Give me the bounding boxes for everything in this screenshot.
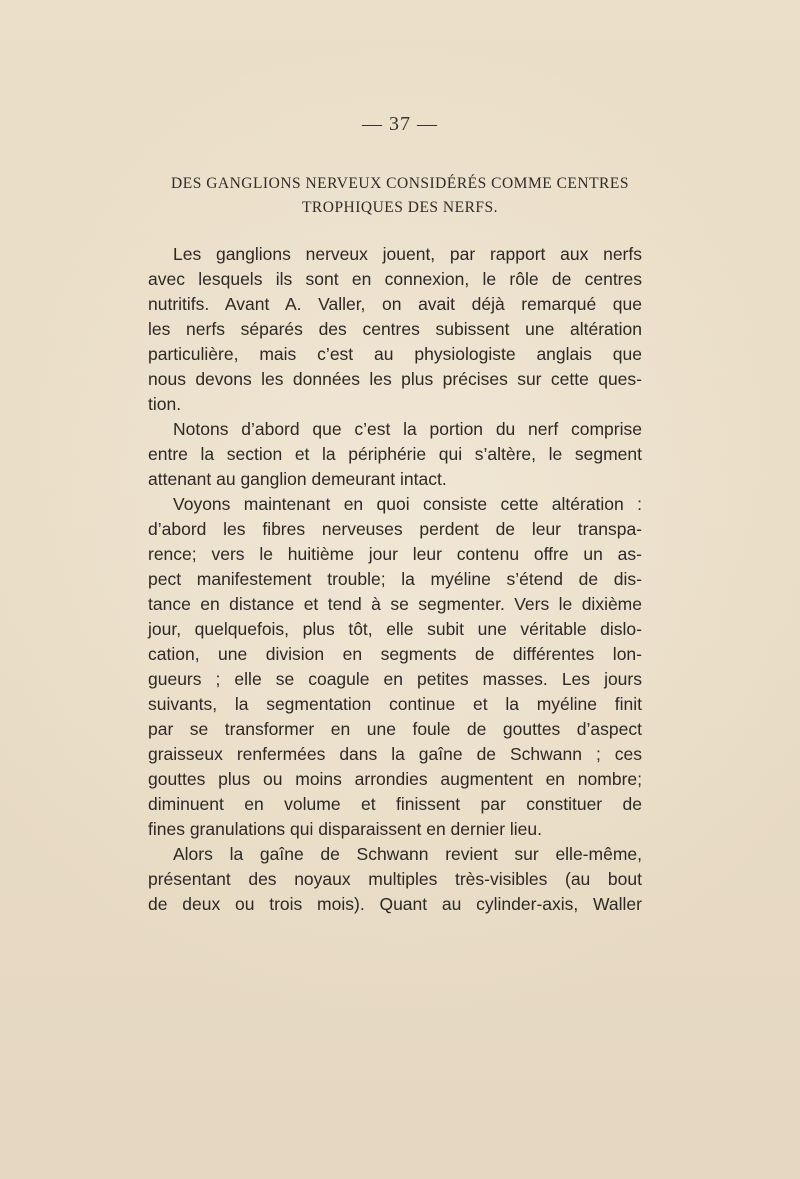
text-line: Voyons maintenant en quoi consiste cette altération :: [173, 494, 642, 514]
text-line: gouttes plus ou moins arrondies augmentent en nombre;: [148, 769, 642, 789]
text-line: Alors la gaîne de Schwann revient sur elle-même,: [173, 844, 642, 864]
text-line: graisseux renfermées dans la gaîne de Schwann ; ces: [148, 744, 642, 764]
section-title-line-2: TROPHIQUES DES NERFS.: [301, 199, 499, 216]
text-line: attenant au ganglion demeurant intact.: [148, 469, 447, 489]
text-line: pect manifestement trouble; la myéline s’étend de dis-: [148, 569, 642, 589]
text-line: fines granulations qui disparaissent en dernier lieu.: [148, 819, 542, 839]
text-line: nous devons les données les plus précises sur cette ques-: [148, 369, 642, 389]
text-line: gueurs ; elle se coagule en petites masses. Les jours: [148, 669, 642, 689]
text-line: d’abord les fibres nerveuses perdent de leur transpa-: [148, 519, 642, 539]
text-line: cation, une division en segments de différentes lon-: [148, 644, 642, 664]
text-line: tance en distance et tend à se segmenter. Vers le dixième: [148, 594, 642, 614]
text-line: Notons d’abord que c’est la portion du nerf comprise: [173, 419, 642, 439]
section-title-line-1: DES GANGLIONS NERVEUX CONSIDÉRÉS COMME CENTRES: [171, 175, 629, 192]
text-line: entre la section et la périphérie qui s’altère, le segment: [148, 444, 642, 464]
body-text: [148, 242, 642, 917]
text-line: rence; vers le huitième jour leur contenu offre un as-: [148, 544, 642, 564]
text-line: par se transformer en une foule de gouttes d’aspect: [148, 719, 642, 739]
text-line: tion.: [148, 394, 182, 414]
section-title: [120, 172, 680, 220]
text-line: suivants, la segmentation continue et la myéline finit: [148, 694, 642, 714]
text-line: diminuent en volume et finissent par constituer de: [148, 794, 642, 814]
text-line: particulière, mais c’est au physiologiste anglais que: [148, 344, 642, 364]
page-number: — 37 —: [362, 113, 438, 135]
text-line: nutritifs. Avant A. Valler, on avait déjà remarqué que: [148, 294, 642, 314]
text-line: jour, quelquefois, plus tôt, elle subit une véritable dislo-: [148, 619, 642, 639]
text-line: les nerfs séparés des centres subissent une altération: [148, 319, 642, 339]
text-line: de deux ou trois mois). Quant au cylinder-axis, Waller: [148, 894, 642, 914]
text-line: Les ganglions nerveux jouent, par rapport aux nerfs: [173, 244, 642, 264]
text-line: présentant des noyaux multiples très-visibles (au bout: [148, 869, 642, 889]
text-line: avec lesquels ils sont en connexion, le rôle de centres: [148, 269, 642, 289]
